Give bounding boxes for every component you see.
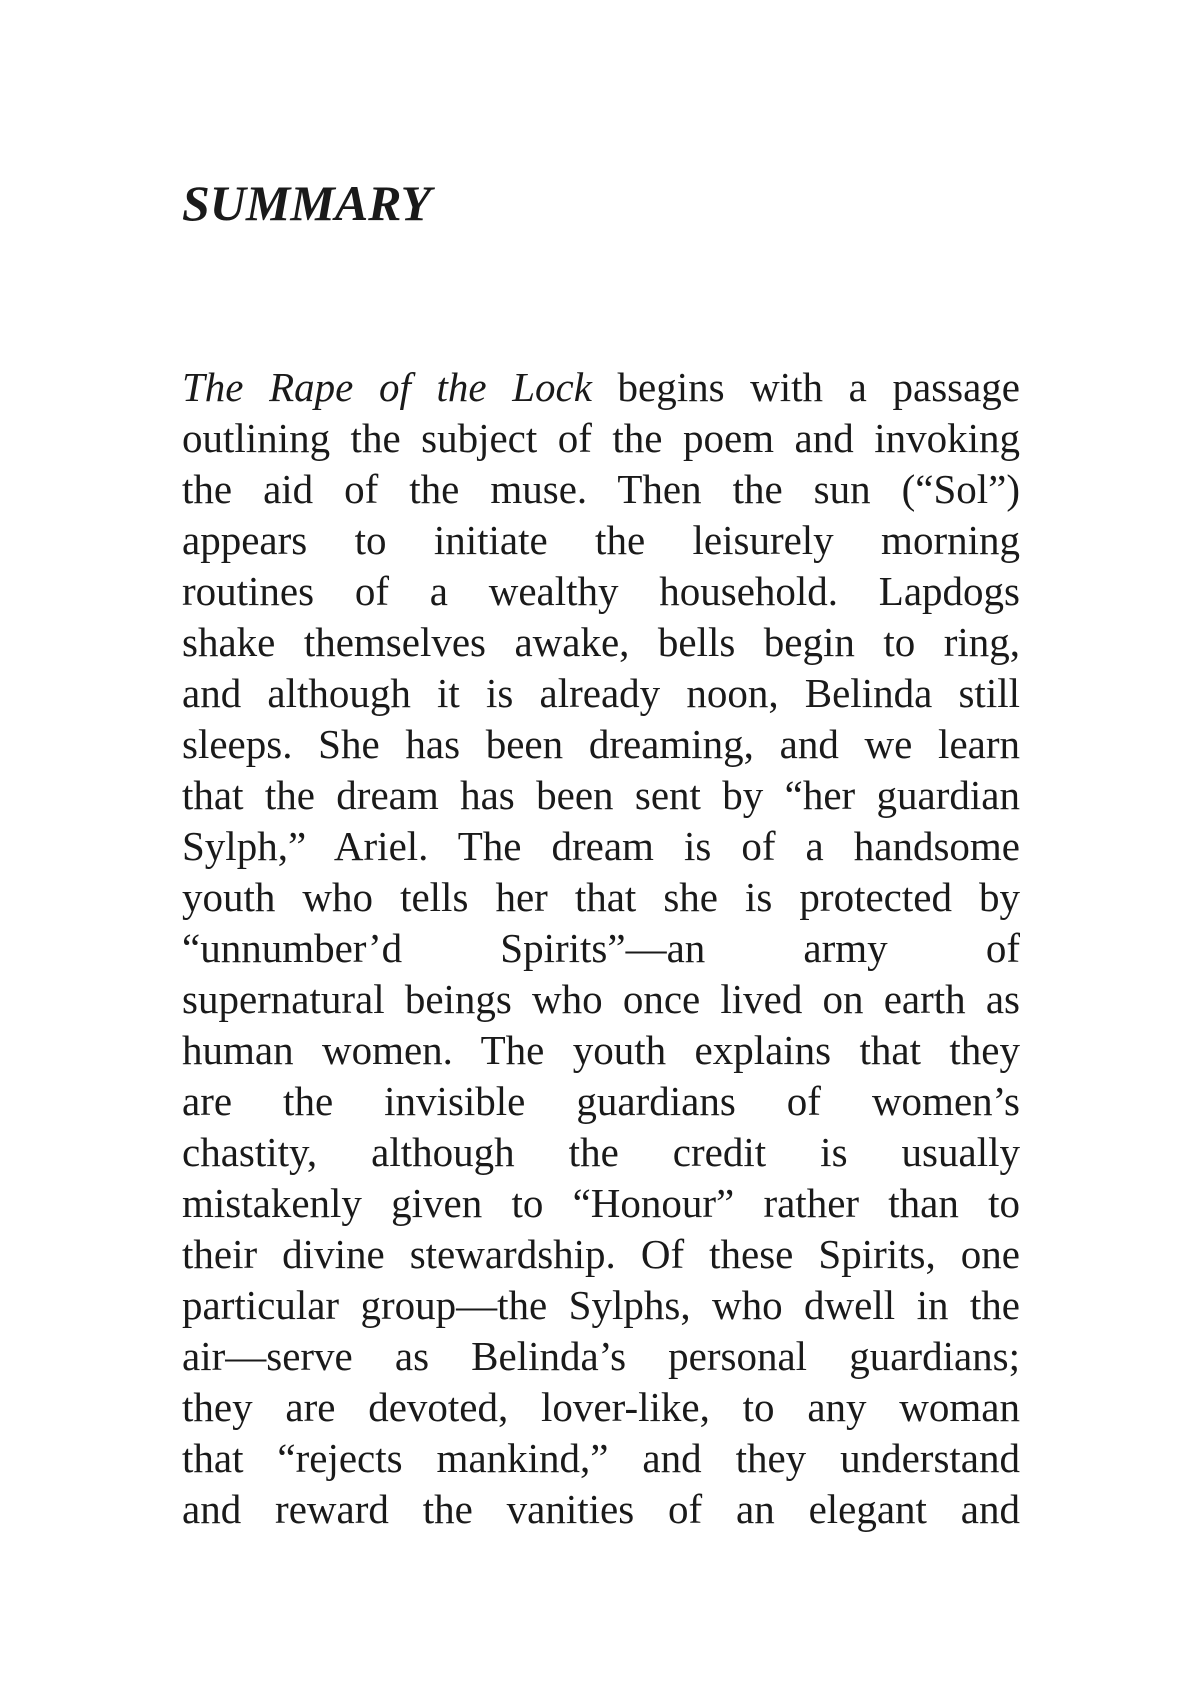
text-line: sleeps. She has been dreaming, and we learn bbox=[182, 721, 1020, 767]
text-line: air—serve as Belinda’s personal guardians; bbox=[182, 1333, 1020, 1379]
text-line: chastity, although the credit is usually bbox=[182, 1129, 1020, 1175]
text-line: mistakenly given to “Honour” rather than to bbox=[182, 1180, 1020, 1226]
text-line: that “rejects mankind,” and they understand bbox=[182, 1435, 1020, 1481]
text-word: army bbox=[803, 925, 888, 971]
text-line: human women. The youth explains that they bbox=[182, 1027, 1020, 1073]
text-span: begins with a passage bbox=[591, 364, 1020, 410]
text-line: routines of a wealthy household. Lapdogs bbox=[182, 568, 1020, 614]
text-line bbox=[182, 362, 1020, 413]
text-line: shake themselves awake, bells begin to ring, bbox=[182, 619, 1020, 665]
text-line: outlining the subject of the poem and invoking bbox=[182, 415, 1020, 461]
text-line: particular group—the Sylphs, who dwell in the bbox=[182, 1282, 1020, 1328]
text-line: supernatural beings who once lived on earth as bbox=[182, 976, 1020, 1022]
text-word: “unnumber’d bbox=[182, 925, 403, 971]
text-word: Spirits”—an bbox=[500, 925, 706, 971]
work-title: The Rape of the Lock bbox=[182, 364, 592, 410]
section-heading: SUMMARY bbox=[182, 175, 432, 231]
text-line: youth who tells her that she is protected by bbox=[182, 874, 1020, 920]
text-line: and reward the vanities of an elegant and bbox=[182, 1486, 1020, 1532]
summary-paragraph bbox=[182, 362, 1020, 1535]
text-line: that the dream has been sent by “her guardian bbox=[182, 772, 1020, 818]
text-word: of bbox=[985, 925, 1020, 971]
text-line: they are devoted, lover-like, to any woman bbox=[182, 1384, 1020, 1430]
text-line: Sylph,” Ariel. The dream is of a handsome bbox=[182, 823, 1020, 869]
text-line: the aid of the muse. Then the sun (“Sol”) bbox=[182, 466, 1020, 512]
text-line bbox=[182, 923, 1020, 974]
text-line: appears to initiate the leisurely morning bbox=[182, 517, 1020, 563]
text-line: are the invisible guardians of women’s bbox=[182, 1078, 1020, 1124]
text-line: and although it is already noon, Belinda still bbox=[182, 670, 1020, 716]
text-line: their divine stewardship. Of these Spirits, one bbox=[182, 1231, 1020, 1277]
